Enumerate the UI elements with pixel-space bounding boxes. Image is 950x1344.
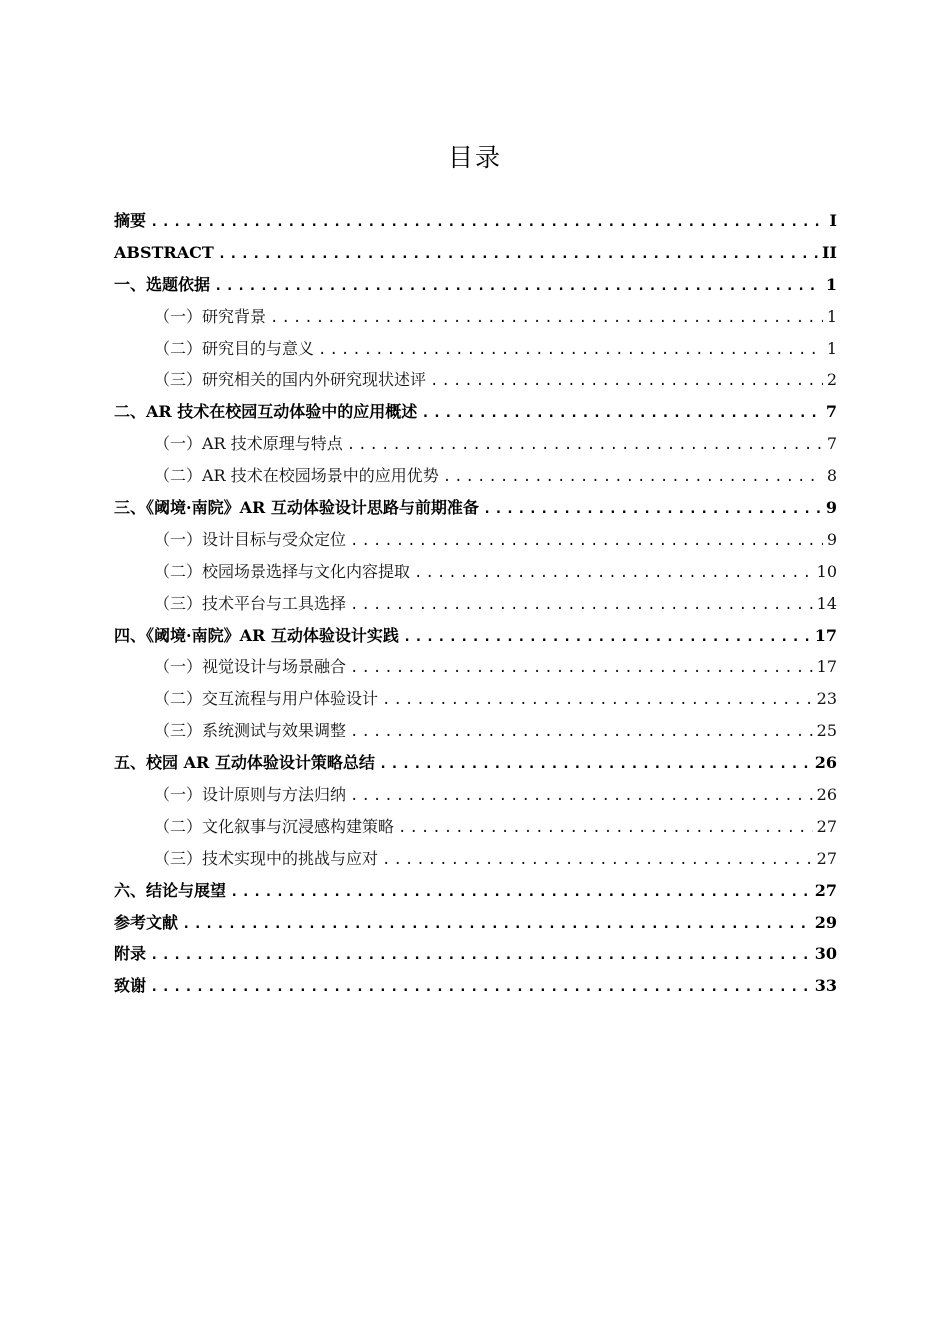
toc-entry[interactable] xyxy=(114,588,837,620)
toc-entry[interactable] xyxy=(114,651,837,683)
toc-dot-leader xyxy=(350,526,823,558)
toc-entry-label: （二）交互流程与用户体验设计 xyxy=(154,689,379,709)
toc-entry-label: 二、AR 技术在校园互动体验中的应用概述 xyxy=(114,402,418,422)
toc-entry-page-number: 27 xyxy=(816,848,837,868)
toc-entry-label: 三、《阈境·南院》AR 互动体验设计思路与前期准备 xyxy=(114,498,479,518)
toc-entry-label: （二）AR 技术在校园场景中的应用优势 xyxy=(154,466,439,486)
toc-entry[interactable] xyxy=(114,333,837,365)
toc-entry-page-number: I xyxy=(829,211,837,230)
toc-dot-leader xyxy=(430,366,823,398)
toc-entry-page-number: 10 xyxy=(816,561,837,581)
toc-entry[interactable] xyxy=(114,620,837,652)
toc-title: 目录 xyxy=(447,143,502,172)
toc-entry-label: （三）技术实现中的挑战与应对 xyxy=(154,848,379,868)
toc-entry[interactable] xyxy=(114,875,837,907)
toc-dot-leader xyxy=(230,877,811,909)
toc-dot-leader xyxy=(443,462,823,494)
toc-entry[interactable] xyxy=(114,269,837,301)
toc-dot-leader xyxy=(403,622,811,654)
toc-dot-leader xyxy=(382,685,813,717)
toc-entry-label: （二）校园场景选择与文化内容提取 xyxy=(154,561,411,581)
toc-dot-leader xyxy=(347,430,823,462)
toc-entry-label: （一）设计原则与方法归纳 xyxy=(154,785,347,805)
toc-entry-page-number: 7 xyxy=(826,434,837,454)
toc-entry[interactable] xyxy=(114,237,837,269)
toc-entry[interactable] xyxy=(114,907,837,939)
toc-entry[interactable] xyxy=(114,460,837,492)
toc-entry-label: （三）研究相关的国内外研究现状述评 xyxy=(154,370,427,390)
toc-entry-label: （一）视觉设计与场景融合 xyxy=(154,657,347,677)
toc-entry-label: ABSTRACT xyxy=(114,242,214,262)
toc-entry[interactable] xyxy=(114,811,837,843)
toc-entry[interactable] xyxy=(114,492,837,524)
toc-entry-page-number: 17 xyxy=(816,657,837,677)
toc-entry-page-number: 9 xyxy=(826,529,837,549)
toc-entry-page-number: 1 xyxy=(826,306,837,326)
toc-dot-leader xyxy=(350,653,813,685)
toc-entry[interactable] xyxy=(114,428,837,460)
toc-entry-page-number: 14 xyxy=(816,593,837,613)
toc-entry-page-number: 30 xyxy=(814,944,837,964)
toc-entry-label: 一、选题依据 xyxy=(114,274,211,294)
toc-dot-leader xyxy=(150,940,811,972)
toc-entry[interactable] xyxy=(114,747,837,779)
toc-entry[interactable] xyxy=(114,715,837,747)
toc-entry[interactable] xyxy=(114,396,837,428)
toc-entry-page-number: 26 xyxy=(816,785,837,805)
toc-dot-leader xyxy=(218,239,818,271)
toc-entry-label: 六、结论与展望 xyxy=(114,880,227,900)
toc-entry-label: （三）技术平台与工具选择 xyxy=(154,593,347,613)
toc-entry-label: 五、校园 AR 互动体验设计策略总结 xyxy=(114,753,375,773)
toc-dot-leader xyxy=(421,398,822,430)
toc-entry-page-number: II xyxy=(822,242,837,262)
toc-dot-leader xyxy=(150,972,811,1004)
toc-dot-leader xyxy=(379,749,811,781)
toc-entry-label: （一）研究背景 xyxy=(154,306,267,326)
toc-dot-leader xyxy=(150,207,826,239)
toc-dot-leader xyxy=(318,335,823,367)
toc-entry-label: （一）AR 技术原理与特点 xyxy=(154,434,343,454)
toc-dot-leader xyxy=(382,845,813,877)
toc-entry[interactable] xyxy=(114,683,837,715)
toc-entry-label: 四、《阈境·南院》AR 互动体验设计实践 xyxy=(114,625,399,645)
toc-entry-label: （三）系统测试与效果调整 xyxy=(154,721,347,741)
toc-entry[interactable] xyxy=(114,301,837,333)
toc-dot-leader xyxy=(350,590,813,622)
toc-entry-page-number: 8 xyxy=(826,466,837,486)
toc-entry-page-number: 23 xyxy=(816,689,837,709)
toc-dot-leader xyxy=(483,494,822,526)
toc-entry-page-number: 2 xyxy=(826,370,837,390)
toc-entry[interactable] xyxy=(114,364,837,396)
toc-dot-leader xyxy=(414,558,813,590)
toc-entry[interactable] xyxy=(114,205,837,237)
toc-entry-page-number: 27 xyxy=(816,816,837,836)
toc-entry-label: （二）研究目的与意义 xyxy=(154,338,315,358)
toc-dot-leader xyxy=(270,303,823,335)
toc-entry-page-number: 25 xyxy=(816,721,837,741)
toc-entry-label: （二）文化叙事与沉浸感构建策略 xyxy=(154,816,395,836)
toc-entry[interactable] xyxy=(114,843,837,875)
toc-entry-page-number: 7 xyxy=(825,402,837,422)
toc-entry-label: 参考文献 xyxy=(114,912,179,932)
toc-entry-label: 摘要 xyxy=(114,211,147,230)
toc-entry[interactable] xyxy=(114,524,837,556)
toc-entry[interactable] xyxy=(114,938,837,970)
toc-dot-leader xyxy=(182,909,811,941)
toc-entry-page-number: 1 xyxy=(825,274,837,294)
toc-dot-leader xyxy=(398,813,813,845)
toc-entry-page-number: 17 xyxy=(814,625,837,645)
toc-entry-page-number: 26 xyxy=(814,753,837,773)
toc-entry-page-number: 9 xyxy=(825,498,837,518)
toc-entry-page-number: 29 xyxy=(814,912,837,932)
toc-entry-label: 致谢 xyxy=(114,976,147,996)
toc-entry[interactable] xyxy=(114,779,837,811)
toc-entry-label: 附录 xyxy=(114,944,147,964)
table-of-contents xyxy=(114,205,837,1002)
toc-entry-page-number: 27 xyxy=(814,880,837,900)
toc-entry-page-number: 33 xyxy=(814,976,837,996)
toc-dot-leader xyxy=(350,781,813,813)
toc-entry-label: （一）设计目标与受众定位 xyxy=(154,529,347,549)
toc-entry[interactable] xyxy=(114,556,837,588)
toc-entry-page-number: 1 xyxy=(826,338,837,358)
toc-dot-leader xyxy=(214,271,822,303)
toc-entry[interactable] xyxy=(114,970,837,1002)
toc-dot-leader xyxy=(350,717,813,749)
